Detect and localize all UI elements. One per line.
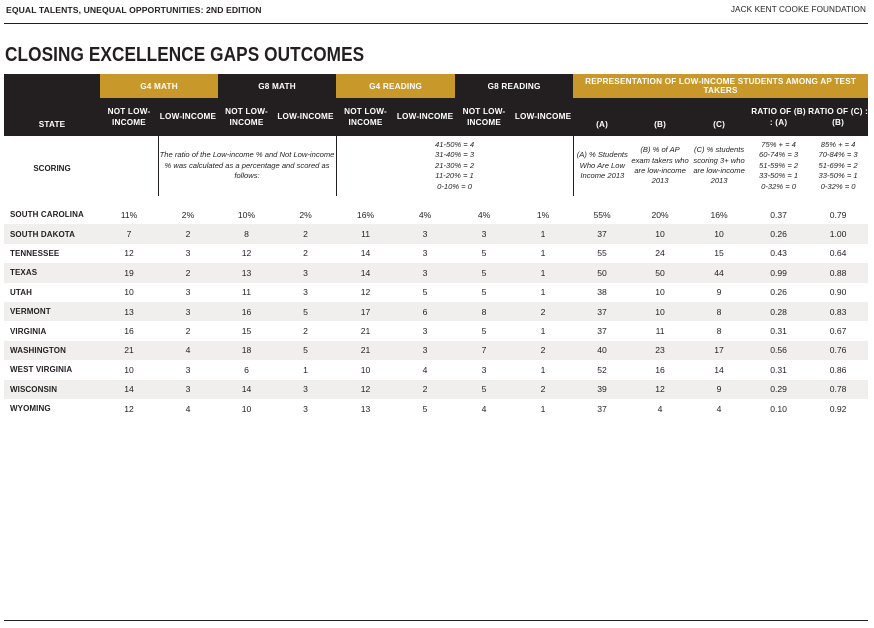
- table-cell: 13: [360, 403, 371, 414]
- scoring-ratio-cb-line: 0-32% = 0: [820, 181, 856, 191]
- table-cell: 0.64: [829, 248, 847, 259]
- table-cell: 4: [481, 403, 487, 414]
- table-cell: 3: [422, 326, 428, 337]
- column-header-row: [4, 98, 868, 136]
- table-cell: 4: [657, 403, 663, 414]
- table-cell: 12: [124, 403, 134, 414]
- scoring-ratio-ba-scale: [749, 136, 808, 196]
- state-name: SOUTH DAKOTA: [4, 224, 100, 243]
- table-cell: 17: [689, 341, 749, 360]
- group-header-representation: REPRESENTATION OF LOW-INCOME STUDENTS AMONG AP TEST TAKERS: [573, 74, 868, 98]
- table-cell: 2: [395, 380, 455, 399]
- table-cell: 12: [241, 248, 252, 259]
- table-cell: 4: [158, 341, 218, 360]
- data-rows: [4, 205, 868, 418]
- table-cell: 10: [631, 224, 689, 243]
- page-title: CLOSING EXCELLENCE GAPS OUTCOMES: [5, 44, 365, 66]
- table-cell: 1: [540, 364, 546, 375]
- scoring-ratio-ba-line: 0-32% = 0: [761, 181, 796, 191]
- outcomes-table: [4, 74, 868, 418]
- state-name: TEXAS: [4, 263, 100, 282]
- table-cell: 5: [455, 263, 513, 282]
- table-cell: 10: [631, 302, 689, 321]
- table-cell: 15: [714, 248, 724, 259]
- state-name: VERMONT: [4, 302, 100, 321]
- table-cell: 21: [360, 326, 371, 337]
- table-cell: 4%: [418, 209, 432, 220]
- scoring-reading-scale-line: 21-30% = 2: [435, 160, 475, 170]
- table-cell: 0.10: [770, 403, 787, 414]
- table-cell: 3: [185, 364, 191, 375]
- table-cell: 12: [360, 287, 371, 298]
- scoring-ratio-ba-line: 60-74% = 3: [759, 150, 799, 160]
- table-cell: 16: [218, 302, 275, 321]
- column-header-g4math-not-low-income: NOT LOW-INCOME: [100, 98, 158, 136]
- table-cell: 3: [481, 364, 487, 375]
- table-cell: 10: [124, 364, 134, 375]
- scoring-ratio-cb-line: 85% + = 4: [820, 139, 856, 149]
- table-cell: 8: [218, 224, 275, 243]
- table-cell: 2: [185, 326, 191, 337]
- table-cell: 55%: [593, 209, 611, 220]
- table-cell: 8: [455, 302, 513, 321]
- state-name: SOUTH CAROLINA: [10, 210, 84, 220]
- state-name: WISCONSIN: [4, 380, 100, 399]
- table-cell: 10: [124, 287, 134, 298]
- scoring-reading-scale-line: 11-20% = 1: [435, 171, 474, 181]
- table-cell: 11%: [120, 209, 138, 220]
- table-cell: 44: [689, 263, 749, 282]
- table-cell: 0.43: [770, 248, 787, 259]
- table-cell: 40: [573, 341, 631, 360]
- state-name: WEST VIRGINIA: [10, 365, 73, 375]
- table-cell: 3: [395, 341, 455, 360]
- state-name: WYOMING: [10, 404, 51, 414]
- table-row: [4, 360, 868, 379]
- table-cell: 14: [218, 380, 275, 399]
- table-cell: 11: [655, 326, 665, 337]
- table-cell: 2: [513, 380, 573, 399]
- table-cell: 10: [655, 287, 665, 298]
- scoring-ratio-cb-line: 70-84% = 3: [818, 150, 858, 160]
- scoring-ratio-cb-line: 51-69% = 2: [818, 160, 858, 170]
- table-cell: 9: [689, 380, 749, 399]
- table-cell: 2: [303, 326, 308, 337]
- table-cell: 1: [513, 224, 573, 243]
- table-cell: 39: [573, 380, 631, 399]
- table-cell: 10: [241, 403, 252, 414]
- table-row: [4, 244, 868, 263]
- table-cell: 0.31: [770, 364, 787, 375]
- table-cell: 10: [360, 364, 371, 375]
- table-cell: 0.79: [829, 209, 847, 220]
- table-cell: 24: [655, 248, 665, 259]
- scoring-reading-scale-line: 41-50% = 4: [435, 139, 475, 149]
- table-cell: 52: [597, 364, 607, 375]
- table-cell: 0.78: [808, 380, 868, 399]
- scoring-math-note: The ratio of the Low-income % and Not Low-income % was calculated as a percentage and scored as follows:: [158, 136, 336, 196]
- table-cell: 16%: [356, 209, 375, 220]
- table-cell: 5: [455, 380, 513, 399]
- table-cell: 1: [513, 263, 573, 282]
- table-cell: 2%: [181, 209, 195, 220]
- table-cell: 1: [540, 248, 546, 259]
- table-cell: 0.67: [829, 326, 847, 337]
- column-header-g8reading-low-income: LOW-INCOME: [513, 98, 573, 136]
- state-name: VIRGINIA: [10, 326, 47, 336]
- table-cell: 4: [185, 403, 191, 414]
- scoring-reading-scale-line: 0-10% = 0: [437, 181, 472, 191]
- scoring-label: SCORING: [33, 164, 71, 174]
- table-row: [4, 283, 868, 302]
- table-cell: 55: [597, 248, 607, 259]
- table-cell: 0.88: [808, 263, 868, 282]
- scoring-reading-scale: [336, 136, 573, 196]
- table-cell: 14: [336, 263, 395, 282]
- table-cell: 0.56: [749, 341, 808, 360]
- table-cell: 7: [100, 224, 158, 243]
- table-cell: 2: [158, 263, 218, 282]
- table-cell: 16: [124, 326, 134, 337]
- table-cell: 3: [185, 248, 191, 259]
- table-cell: 16: [655, 364, 665, 375]
- table-cell: 21: [336, 341, 395, 360]
- table-cell: 37: [573, 302, 631, 321]
- table-cell: 0.26: [749, 224, 808, 243]
- table-cell: 37: [597, 326, 607, 337]
- table-cell: 3: [303, 403, 308, 414]
- state-name: TENNESSEE: [10, 248, 60, 258]
- table-row: [4, 341, 868, 360]
- scoring-ratio-ba-line: 75% + = 4: [761, 139, 796, 149]
- table-cell: 11: [336, 224, 395, 243]
- table-cell: 3: [422, 248, 428, 259]
- scoring-row: [4, 136, 868, 196]
- publisher-name: JACK KENT COOKE FOUNDATION: [730, 5, 866, 14]
- table-row: [4, 380, 868, 399]
- table-cell: 0.37: [770, 209, 787, 220]
- table-cell: 1: [540, 287, 546, 298]
- table-cell: 2: [275, 224, 336, 243]
- table-cell: 4%: [477, 209, 491, 220]
- scoring-reading-scale-line: 31-40% = 3: [435, 150, 475, 160]
- table-cell: 50: [631, 263, 689, 282]
- table-cell: 9: [716, 287, 722, 298]
- table-cell: 0.83: [808, 302, 868, 321]
- state-name: WASHINGTON: [4, 341, 100, 360]
- table-cell: 3: [275, 380, 336, 399]
- scoring-ratio-cb-line: 33-50% = 1: [818, 171, 858, 181]
- scoring-ratio-ba-line: 51-59% = 2: [759, 160, 799, 170]
- report-title: EQUAL TALENTS, UNEQUAL OPPORTUNITIES: 2ND EDITION: [6, 5, 262, 15]
- table-cell: 2: [513, 341, 573, 360]
- column-header-g8math-not-low-income: NOT LOW-INCOME: [218, 98, 275, 136]
- table-cell: 12: [631, 380, 689, 399]
- group-header-g8reading: G8 READING: [455, 74, 573, 98]
- table-cell: 2: [158, 224, 218, 243]
- column-header-c: (C): [689, 98, 749, 136]
- table-cell: 19: [100, 263, 158, 282]
- table-cell: 13: [218, 263, 275, 282]
- table-cell: 5: [481, 326, 487, 337]
- table-cell: 6: [244, 364, 249, 375]
- table-cell: 12: [124, 248, 134, 259]
- table-cell: 37: [597, 403, 607, 414]
- table-row: [4, 302, 868, 321]
- table-cell: 2%: [299, 209, 312, 220]
- table-cell: 0.90: [829, 287, 847, 298]
- table-row: [4, 399, 868, 418]
- table-cell: 3: [395, 263, 455, 282]
- column-header-state: STATE: [4, 98, 100, 136]
- table-cell: 2: [513, 302, 573, 321]
- column-header-ratio-ba: RATIO OF (B) : (A): [749, 98, 808, 136]
- group-header-g8math: G8 MATH: [218, 74, 336, 98]
- scoring-c-note: (C) % students scoring 3+ who are low-income 2013: [693, 145, 745, 186]
- table-cell: 8: [716, 326, 722, 337]
- column-header-ratio-cb: RATIO OF (C) : (B): [808, 98, 868, 136]
- table-cell: 14: [360, 248, 371, 259]
- scoring-a-note: (A) % Students Who Are Low Income 2013: [573, 136, 631, 196]
- table-cell: 21: [100, 341, 158, 360]
- table-cell: 23: [631, 341, 689, 360]
- group-header-blank: [4, 74, 100, 98]
- state-name: UTAH: [10, 287, 33, 297]
- table-cell: 8: [689, 302, 749, 321]
- column-header-g8reading-not-low-income: NOT LOW-INCOME: [455, 98, 513, 136]
- table-cell: 3: [275, 263, 336, 282]
- group-header-row: [4, 74, 868, 98]
- page-header: [4, 0, 868, 24]
- table-cell: 5: [422, 287, 428, 298]
- table-cell: 11: [242, 287, 251, 298]
- table-cell: 37: [573, 224, 631, 243]
- table-cell: 38: [597, 287, 607, 298]
- table-cell: 50: [573, 263, 631, 282]
- group-header-g4reading: G4 READING: [336, 74, 455, 98]
- table-cell: 6: [395, 302, 455, 321]
- table-cell: 5: [422, 403, 428, 414]
- table-cell: 3: [455, 224, 513, 243]
- table-row: [4, 224, 868, 243]
- table-cell: 7: [455, 341, 513, 360]
- table-row: [4, 321, 868, 340]
- table-cell: 3: [158, 302, 218, 321]
- table-cell: 5: [275, 302, 336, 321]
- footer-rule: [4, 620, 868, 621]
- table-cell: 16%: [710, 209, 728, 220]
- table-cell: 18: [218, 341, 275, 360]
- table-cell: 0.26: [770, 287, 787, 298]
- table-cell: 5: [481, 287, 487, 298]
- scoring-ratio-ba-line: 33-50% = 1: [759, 171, 799, 181]
- table-cell: 14: [100, 380, 158, 399]
- table-cell: 1.00: [808, 224, 868, 243]
- table-cell: 4: [716, 403, 722, 414]
- table-cell: 2: [303, 248, 308, 259]
- table-cell: 15: [241, 326, 252, 337]
- table-row: [4, 263, 868, 282]
- group-header-g4math: G4 MATH: [100, 74, 218, 98]
- table-cell: 10%: [237, 209, 256, 220]
- table-cell: 0.31: [770, 326, 787, 337]
- table-cell: 10: [689, 224, 749, 243]
- table-cell: 1: [540, 326, 546, 337]
- table-cell: 0.99: [749, 263, 808, 282]
- table-cell: 17: [336, 302, 395, 321]
- table-cell: 14: [714, 364, 724, 375]
- table-cell: 4: [422, 364, 428, 375]
- table-row: [4, 205, 868, 224]
- table-cell: 0.28: [749, 302, 808, 321]
- table-cell: 0.76: [808, 341, 868, 360]
- column-header-g4reading-low-income: LOW-INCOME: [395, 98, 455, 136]
- scoring-b-note: (B) % of AP exam takers who are low-income 2013: [631, 145, 689, 186]
- column-header-b: (B): [631, 98, 689, 136]
- column-header-g4math-low-income: LOW-INCOME: [158, 98, 218, 136]
- table-cell: 3: [303, 287, 308, 298]
- table-cell: 1: [540, 403, 546, 414]
- table-cell: 1: [303, 364, 308, 375]
- table-cell: 1%: [536, 209, 550, 220]
- column-header-g8math-low-income: LOW-INCOME: [275, 98, 336, 136]
- table-cell: 13: [100, 302, 158, 321]
- column-header-g4reading-not-low-income: NOT LOW-INCOME: [336, 98, 395, 136]
- table-cell: 0.92: [829, 403, 847, 414]
- table-cell: 0.29: [749, 380, 808, 399]
- table-cell: 5: [275, 341, 336, 360]
- table-cell: 0.86: [829, 364, 847, 375]
- table-cell: 12: [336, 380, 395, 399]
- table-cell: 3: [185, 287, 191, 298]
- scoring-ratio-cb-scale: [808, 136, 868, 196]
- table-cell: 3: [158, 380, 218, 399]
- table-cell: 3: [395, 224, 455, 243]
- table-cell: 20%: [651, 209, 669, 220]
- column-header-a: (A): [573, 98, 631, 136]
- table-cell: 5: [481, 248, 487, 259]
